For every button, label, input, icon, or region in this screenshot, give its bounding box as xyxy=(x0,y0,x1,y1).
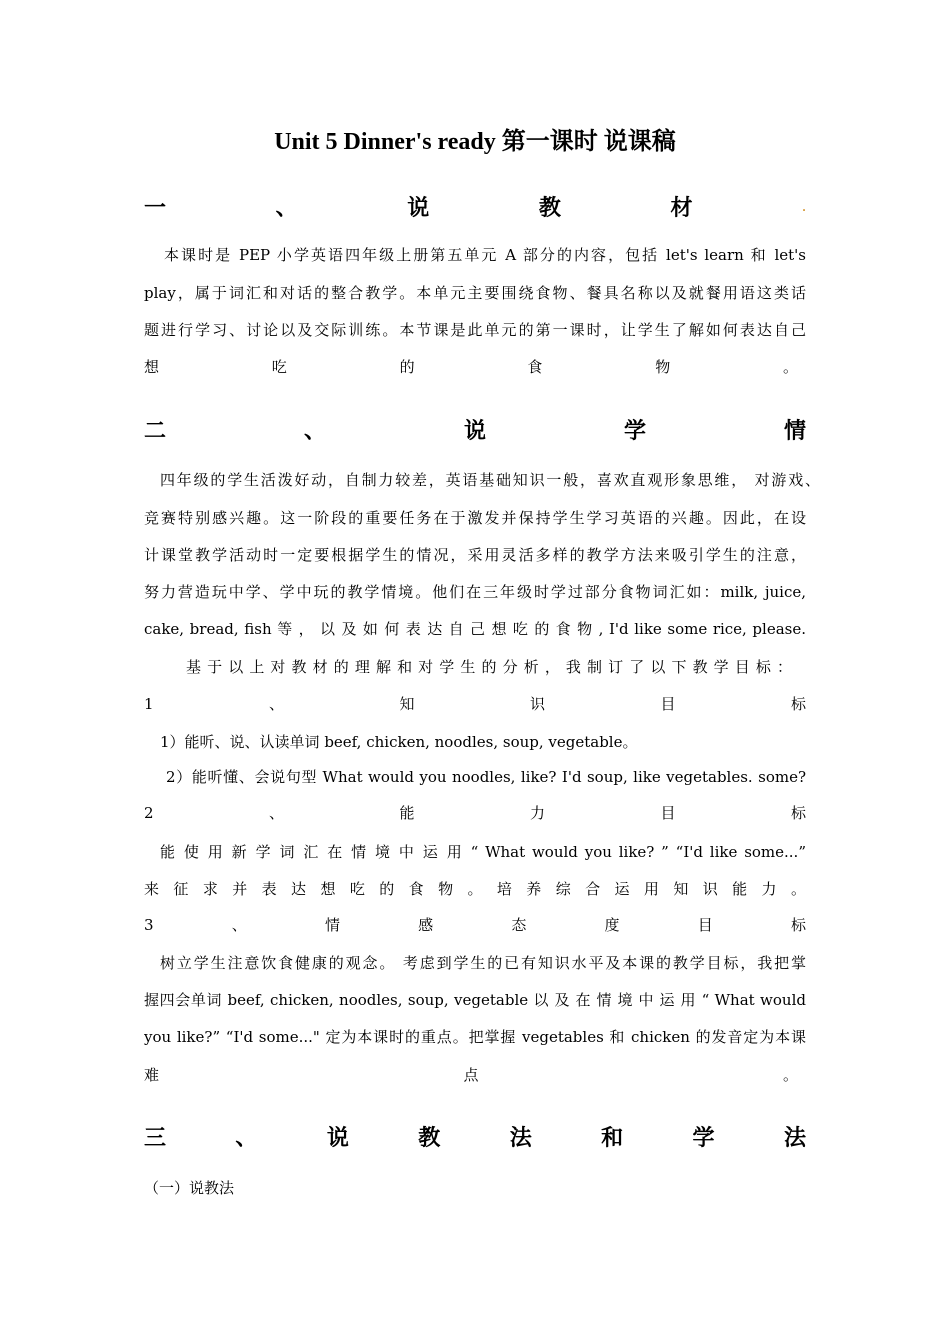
spread-char: 识 xyxy=(529,695,545,713)
paragraph-line: 2）能听懂、会说句型 What would you noodles, like? I'd soup, like vegetables. some? xyxy=(166,768,806,786)
heading-char: 法 xyxy=(783,1126,806,1151)
document-title: Unit 5 Dinner's ready 第一课时 说课稿 xyxy=(274,129,676,155)
spread-char: 养 xyxy=(526,880,542,898)
spread-char: 标 xyxy=(790,916,806,934)
paragraph-line: 树立学生注意饮食健康的观念。 考虑到学生的已有知识水平及本课的教学目标，我把掌 xyxy=(160,954,806,972)
spread-char: 征 xyxy=(173,880,189,898)
spread-char: 培 xyxy=(496,880,512,898)
paragraph-line: play，属于词汇和对话的整合教学。本单元主要围绕食物、餐具名称以及就餐用语这类话 xyxy=(144,284,806,302)
spread-char: 目 xyxy=(660,695,676,713)
spread-char: 标 xyxy=(790,695,806,713)
heading-char: 一 xyxy=(144,196,167,221)
spread-char: 识 xyxy=(702,880,718,898)
heading-char: 三 xyxy=(144,1126,167,1151)
spread-char: 、 xyxy=(269,804,285,822)
spread-char: 、 xyxy=(269,695,285,713)
goal-heading-3 xyxy=(144,914,806,936)
paragraph-line-spread xyxy=(144,878,806,900)
heading-char: 、 xyxy=(275,196,298,221)
section-heading-3 xyxy=(144,1124,806,1154)
spread-char: 的 xyxy=(399,358,415,376)
heading-char: 二 xyxy=(144,419,167,444)
spread-char: 目 xyxy=(697,916,713,934)
spread-char: 2 xyxy=(144,804,154,822)
paragraph-line: 题进行学习、讨论以及交际训练。本节课是此单元的第一课时，让学生了解如何表达自己 xyxy=(144,321,806,339)
paragraph-line-spread xyxy=(144,1064,798,1086)
heading-char: 学 xyxy=(692,1126,715,1151)
spread-char: 力 xyxy=(529,804,545,822)
spread-char: 目 xyxy=(660,804,676,822)
heading-char: 说 xyxy=(326,1126,349,1151)
heading-char: 学 xyxy=(623,419,646,444)
spread-char: 食 xyxy=(408,880,424,898)
heading-char: 情 xyxy=(783,419,806,444)
spread-char: 知 xyxy=(673,880,689,898)
spread-char: 物 xyxy=(438,880,454,898)
spread-char: 的 xyxy=(379,880,395,898)
spread-char: 标 xyxy=(790,804,806,822)
spread-char: 难 xyxy=(144,1066,160,1084)
spread-char: 3 xyxy=(144,916,154,934)
spread-char: 并 xyxy=(232,880,248,898)
spread-char: 度 xyxy=(604,916,620,934)
goal-heading-1 xyxy=(144,693,806,715)
paragraph-line: you like?” “I'd some..." 定为本课时的重点。把掌握 vegetables 和 chicken 的发音定为本课 xyxy=(144,1028,806,1046)
section-heading-1 xyxy=(144,194,806,224)
spread-char: 能 xyxy=(732,880,748,898)
spread-char: 想 xyxy=(144,358,160,376)
paragraph-line: 握四会单词 beef, chicken, noodles, soup, vegetable 以 及 在 情 境 中 运 用 “ What would xyxy=(144,991,806,1009)
section-heading-2 xyxy=(144,417,806,447)
heading-char: 教 xyxy=(538,196,561,221)
spread-char: 运 xyxy=(614,880,630,898)
heading-char: 材 xyxy=(670,196,693,221)
heading-char: 、 xyxy=(303,419,326,444)
format-mark-icon: . xyxy=(802,203,806,214)
heading-char: 说 xyxy=(407,196,430,221)
spread-char: 。 xyxy=(467,880,483,898)
paragraph-line: cake, bread, fish 等 ， 以 及 如 何 表 达 自 己 想 吃 的 食 物 , I'd like some rice, please. xyxy=(144,620,806,638)
spread-char: 食 xyxy=(527,358,543,376)
subheading: （一）说教法 xyxy=(144,1179,235,1197)
spread-char: 物 xyxy=(655,358,671,376)
spread-char: 点 xyxy=(463,1066,479,1084)
paragraph-line: 计课堂教学活动时一定要根据学生的情况，采用灵活多样的教学方法来吸引学生的注意， xyxy=(144,546,806,564)
spread-char: 来 xyxy=(144,880,160,898)
spread-char: 1 xyxy=(144,695,154,713)
spread-char: 力 xyxy=(761,880,777,898)
spread-char: 知 xyxy=(399,695,415,713)
spread-char: 达 xyxy=(291,880,307,898)
spread-char: 合 xyxy=(585,880,601,898)
paragraph-line-spread xyxy=(144,356,798,378)
spread-char: 表 xyxy=(261,880,277,898)
paragraph-line: 竞赛特别感兴趣。这一阶段的重要任务在于激发并保持学生学习英语的兴趣。因此，在设 xyxy=(144,509,806,527)
spread-char: 想 xyxy=(320,880,336,898)
spread-char: 能 xyxy=(399,804,415,822)
spread-char: 、 xyxy=(231,916,247,934)
paragraph-line: 努力营造玩中学、学中玩的教学情境。他们在三年级时学过部分食物词汇如：milk, juice, xyxy=(144,583,806,601)
heading-char: 、 xyxy=(235,1126,258,1151)
paragraph-line: 本课时是 PEP 小学英语四年级上册第五单元 A 部分的内容，包括 let's learn 和 let's xyxy=(164,246,806,264)
heading-char: 说 xyxy=(463,419,486,444)
spread-char: 。 xyxy=(790,880,806,898)
paragraph-line: 1）能听、说、认读单词 beef, chicken, noodles, soup, vegetable。 xyxy=(160,733,638,751)
goal-heading-2 xyxy=(144,802,806,824)
spread-char: 。 xyxy=(782,1066,798,1084)
spread-char: 。 xyxy=(782,358,798,376)
paragraph-line: 能 使 用 新 学 词 汇 在 情 境 中 运 用 “ What would you like? ” “I'd like some...” xyxy=(160,843,806,861)
spread-char: 吃 xyxy=(349,880,365,898)
paragraph-line: 基 于 以 上 对 教 材 的 理 解 和 对 学 生 的 分 析 ， 我 制 订 了 以 下 教 学 目 标 ： xyxy=(186,658,792,676)
spread-char: 情 xyxy=(324,916,340,934)
spread-char: 感 xyxy=(418,916,434,934)
spread-char: 态 xyxy=(511,916,527,934)
heading-char: 法 xyxy=(509,1126,532,1151)
spread-char: 吃 xyxy=(271,358,287,376)
spread-char: 用 xyxy=(643,880,659,898)
heading-char: 教 xyxy=(418,1126,441,1151)
paragraph-line: 四年级的学生活泼好动，自制力较差，英语基础知识一般，喜欢直观形象思维， 对游戏、 xyxy=(160,471,820,489)
heading-char: 和 xyxy=(601,1126,624,1151)
spread-char: 综 xyxy=(555,880,571,898)
spread-char: 求 xyxy=(202,880,218,898)
